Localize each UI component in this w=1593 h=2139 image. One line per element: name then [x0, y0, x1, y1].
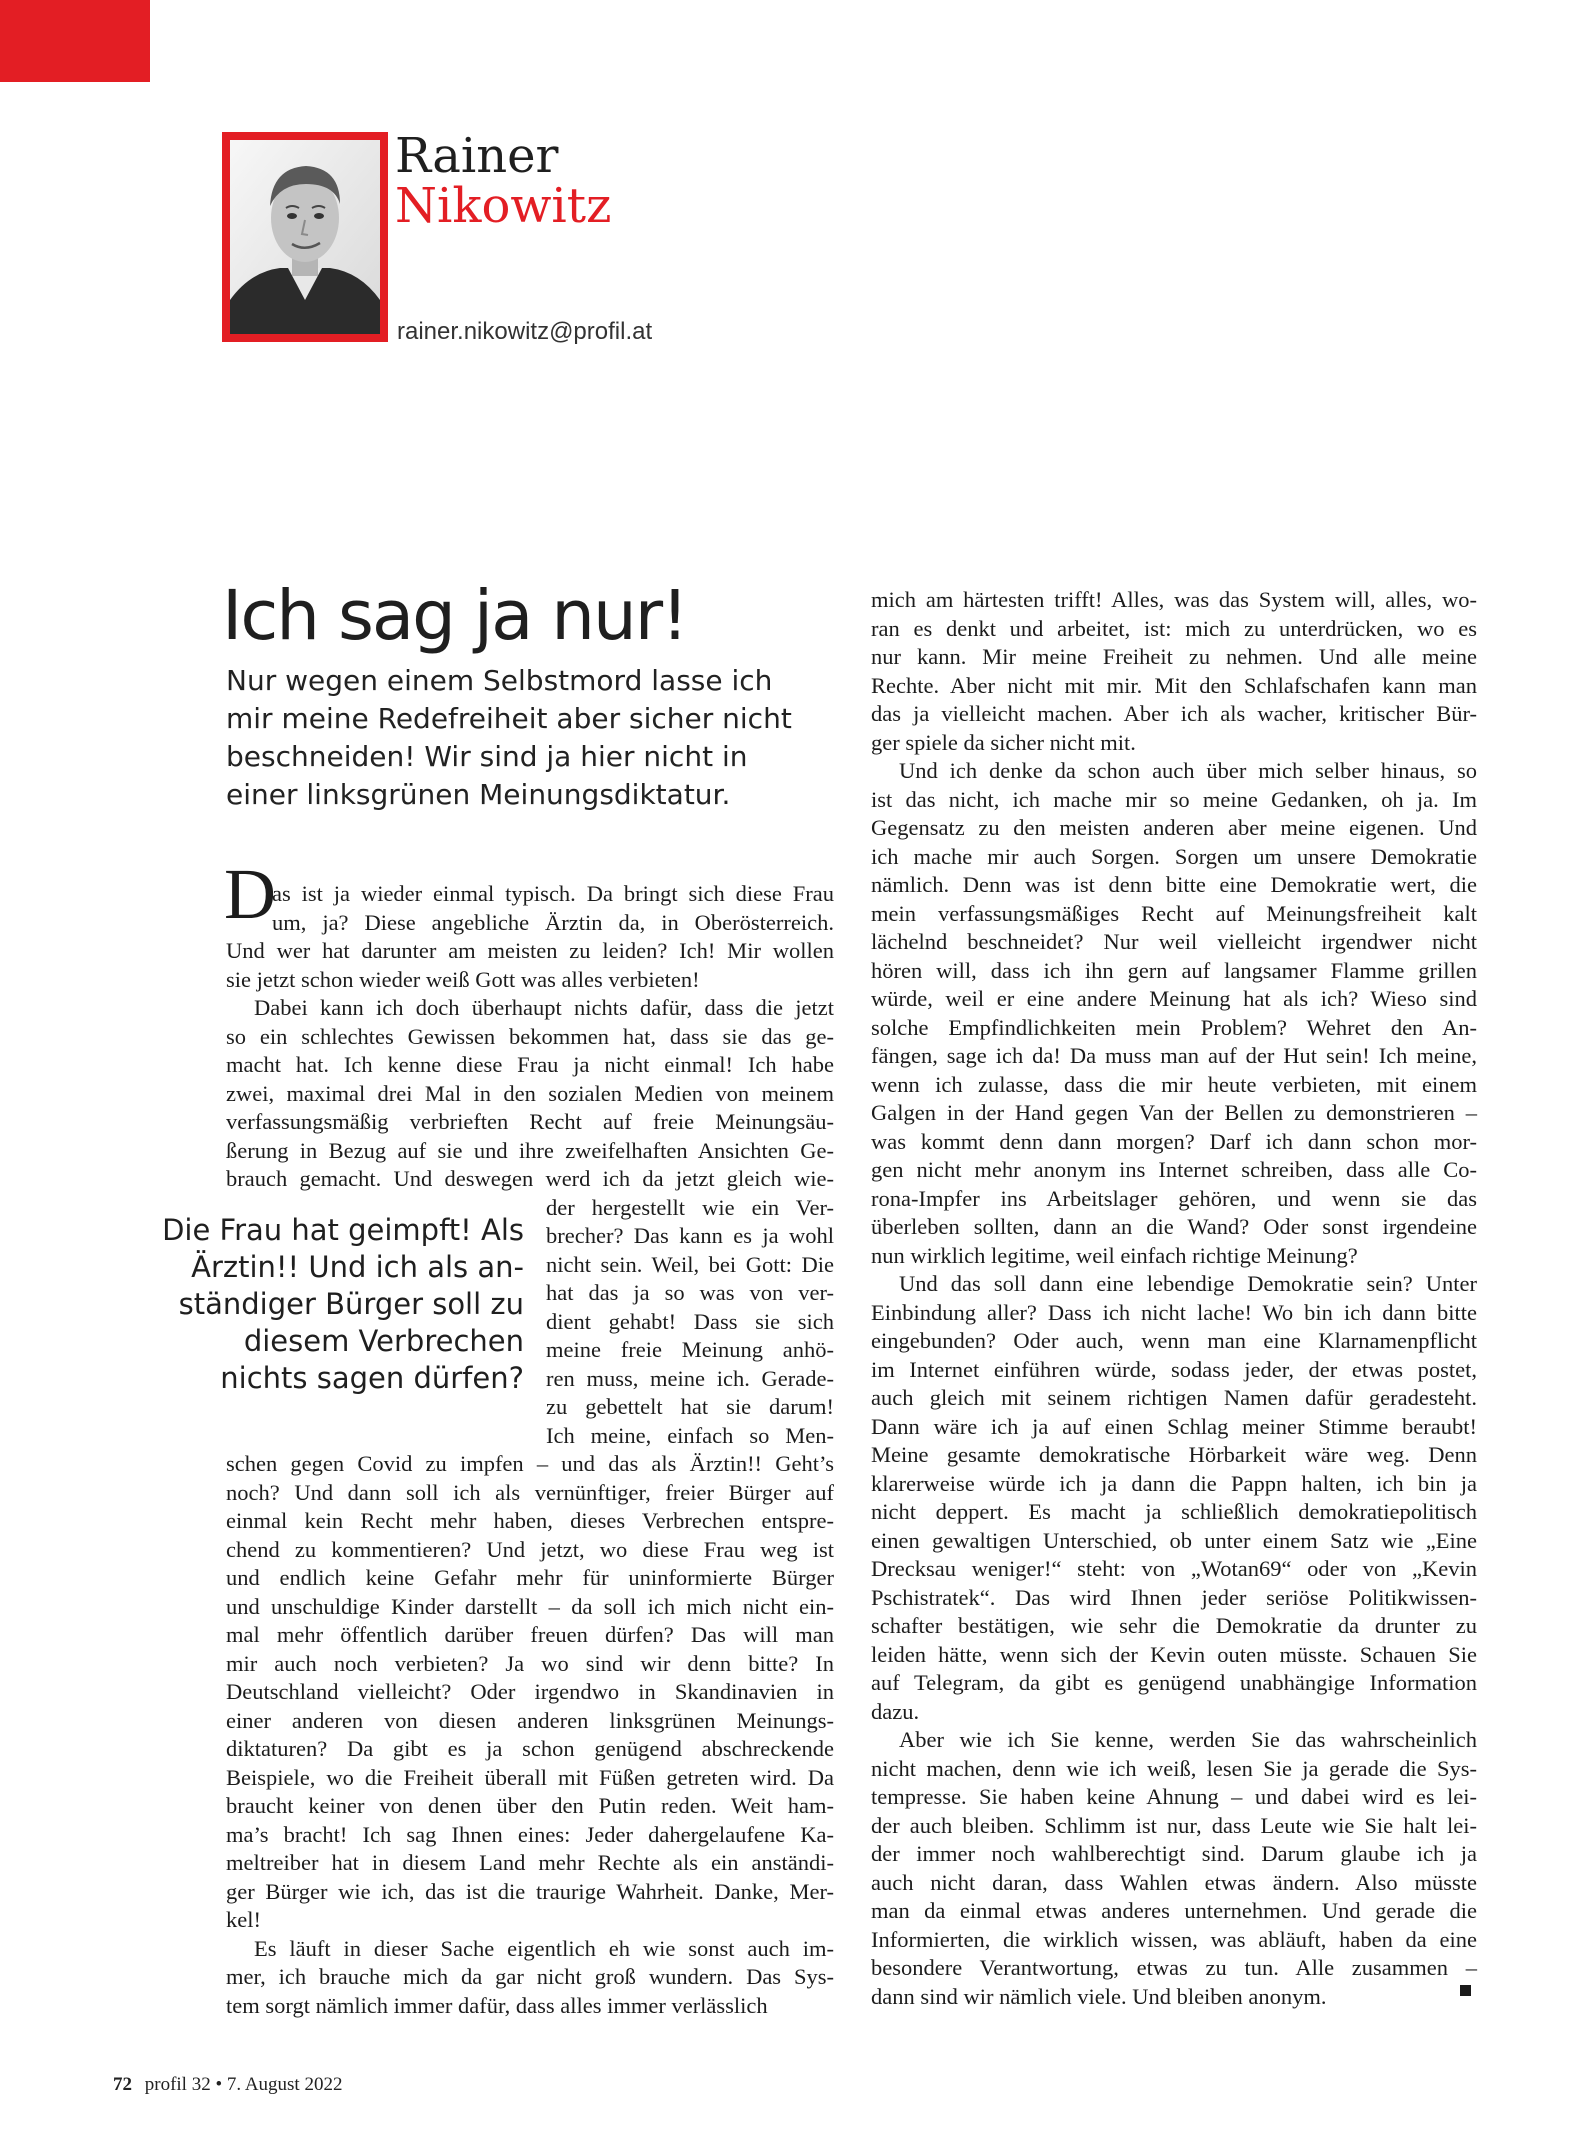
body-line: mich am härtesten trifft! Alles, was das System will, alles, wo- — [871, 587, 1477, 612]
pull-quote-line: Die Frau hat geimpft! Als — [162, 1213, 524, 1247]
body-line: meltreiber hat in diesem Land mehr Rechte als ein anständi- — [226, 1850, 834, 1875]
author-photo-illustration — [230, 140, 380, 334]
body-line: Informierten, die wirklich wissen, was abläuft, haben da eine — [871, 1926, 1477, 1952]
body-line: gen nicht mehr anonym ins Internet schreiben, dass alle Co- — [871, 1157, 1477, 1182]
author-first-name: Rainer — [395, 128, 559, 184]
body-line: und endlich keine Gefahr mehr für uninformierte Bürger — [226, 1565, 834, 1590]
body-line: einer anderen von diesen anderen linksgrünen Meinungs- — [226, 1707, 834, 1733]
body-line: leiden hätte, wenn sich der Kevin outen müsste. Schauen Sie — [871, 1641, 1477, 1667]
body-line: Und das soll dann eine lebendige Demokratie sein? Unter — [899, 1271, 1477, 1296]
body-line: nicht deppert. Es macht ja schließlich demokratiepolitisch — [871, 1499, 1477, 1524]
body-line: macht hat. Ich kenne diese Frau ja nicht einmal! Ich habe — [226, 1052, 834, 1077]
body-line: Einbindung aller? Dass ich nicht lache! Wo bin ich dann bitte — [871, 1299, 1477, 1325]
body-line: brauch gemacht. Und deswegen werd ich da jetzt gleich wie- — [226, 1166, 834, 1191]
body-line: einmal kein Recht mehr haben, dieses Verbrechen entspre- — [226, 1508, 834, 1533]
body-line: noch? Und dann soll ich als vernünftiger, freier Bürger auf — [226, 1479, 834, 1505]
drop-cap: D — [224, 854, 276, 934]
body-line: zwei, maximal drei Mal in den sozialen Medien von meinem — [226, 1080, 834, 1106]
body-line: hat das ja so was von ver- — [546, 1280, 834, 1305]
body-line: würde, weil er eine andere Meinung hat als ich? Wieso sind — [871, 986, 1477, 1011]
body-line: tem sorgt nämlich immer dafür, dass alles immer verlässlich — [226, 1992, 768, 2018]
pull-quote-line: diesem Verbrechen — [243, 1324, 524, 1358]
body-line: schen gegen Covid zu impfen – und das als Ärztin!! Geht’s — [226, 1451, 834, 1476]
body-line: schafter bestätigen, wie sehr die Demokratie da drunter zu — [871, 1613, 1477, 1638]
body-line: nicht machen, denn wie ich weiß, lesen Sie ja gerade die Sys- — [871, 1755, 1477, 1781]
body-line: der hergestellt wie ein Ver- — [546, 1194, 834, 1220]
article-lede — [226, 662, 836, 814]
body-line: ist das nicht, ich mache mir so meine Gedanken, oh ja. Im — [871, 786, 1477, 812]
lede-line: einer linksgrünen Meinungsdiktatur. — [226, 778, 731, 811]
body-line: mal mehr öffentlich darüber freuen dürfen? Das will man — [226, 1622, 834, 1647]
body-line: ma’s bracht! Ich sag Ihnen eines: Jeder dahergelaufene Ka- — [226, 1821, 834, 1847]
body-line: sie jetzt schon wieder weiß Gott was alles verbieten! — [226, 966, 700, 992]
body-line: Und ich denke da schon auch über mich selber hinaus, so — [899, 758, 1477, 783]
body-line: nur kann. Mir meine Freiheit zu nehmen. Und alle meine — [871, 644, 1477, 669]
lede-line: mir meine Redefreiheit aber sicher nicht — [226, 702, 792, 735]
body-line: hören will, dass ich ihn gern auf langsamer Flamme grillen — [871, 957, 1477, 983]
body-line: ger spiele da sicher nicht mit. — [871, 729, 1136, 755]
body-line: Rechte. Aber nicht mit mir. Mit den Schlafschafen kann man — [871, 672, 1477, 698]
body-line: Dann wäre ich ja auf einen Schlag meiner Stimme beraubt! — [871, 1413, 1477, 1439]
body-line: ich mache mir auch Sorgen. Sorgen um unsere Demokratie — [871, 843, 1477, 869]
body-line: nicht sein. Weil, bei Gott: Die — [546, 1251, 834, 1277]
body-line: mein verfassungsmäßiges Recht auf Meinungsfreiheit kalt — [871, 900, 1477, 926]
corner-color-block — [0, 0, 150, 82]
body-line: auf Telegram, da gibt es genügend unabhängige Information — [871, 1670, 1477, 1695]
body-line: besondere Verantwortung, etwas zu tun. Alle zusammen – — [871, 1955, 1477, 1980]
page-number: 72 — [113, 2074, 132, 2095]
body-line: braucht keiner von denen über den Putin reden. Weit ham- — [226, 1793, 834, 1818]
body-line: meine freie Meinung anhö- — [546, 1337, 834, 1362]
body-line: fängen, sage ich da! Da muss man auf der Hut sein! Ich meine, — [871, 1043, 1477, 1068]
article-headline: Ich sag ja nur! — [222, 576, 687, 656]
body-line: dient gehabt! Dass sie sich — [546, 1308, 834, 1334]
pull-quote — [110, 1212, 524, 1397]
body-line: Deutschland vielleicht? Oder irgendwo in Skandinavien in — [226, 1679, 834, 1704]
body-line: dazu. — [871, 1698, 920, 1724]
body-line: solche Empfindlichkeiten mein Problem? Wehret den An- — [871, 1014, 1477, 1040]
pull-quote-line: Ärztin!! Und ich als an- — [191, 1250, 524, 1284]
pull-quote-line: ständiger Bürger soll zu — [178, 1287, 524, 1321]
body-line: Drecksau weniger!“ steht: von „Wotan69“ oder von „Kevin — [871, 1556, 1477, 1581]
body-line: mer, ich brauche mich da gar nicht groß wundern. Das Sys- — [226, 1964, 834, 1989]
body-line: dann sind wir nämlich viele. Und bleiben anonym. — [871, 1983, 1327, 2009]
body-line: überleben sollten, dann an die Wand? Oder sonst irgendeine — [871, 1214, 1477, 1239]
pull-quote-line: nichts sagen dürfen? — [220, 1361, 524, 1395]
body-line: verfassungsmäßig verbrieften Recht auf freie Meinungsäu- — [226, 1109, 834, 1134]
body-line: chend zu kommentieren? Und jetzt, wo diese Frau weg ist — [226, 1536, 834, 1562]
body-line: Aber wie ich Sie kenne, werden Sie das wahrscheinlich — [899, 1727, 1477, 1752]
body-line: ran es denkt und arbeitet, ist: mich zu unterdrücken, wo es — [871, 615, 1477, 641]
author-email[interactable]: rainer.nikowitz@profil.at — [397, 318, 653, 345]
body-line: auch nicht daran, dass Wahlen etwas ändern. Also müsste — [871, 1869, 1477, 1895]
page-footer — [113, 2074, 342, 2096]
body-line: nun wirklich legitime, weil einfach richtige Meinung? — [871, 1242, 1358, 1268]
body-line: eingebunden? Oder auch, wenn man eine Klarnamenpflicht — [871, 1328, 1477, 1353]
body-line: Beispiele, wo die Freiheit überall mit Füßen getreten wird. Da — [226, 1764, 834, 1790]
body-line: der auch bleiben. Schlimm ist nur, dass Leute wie Sie halt lei- — [871, 1812, 1477, 1838]
body-line: Und wer hat darunter am meisten zu leiden? Ich! Mir wollen — [226, 938, 834, 963]
body-line: brecher? Das kann es ja wohl — [546, 1223, 834, 1248]
body-line: kel! — [226, 1907, 261, 1932]
body-line: tempresse. Sie haben keine Ahnung – und dabei wird es lei- — [871, 1784, 1477, 1809]
lede-line: beschneiden! Wir sind ja hier nicht in — [226, 740, 748, 773]
body-line: nämlich. Denn was ist denn bitte eine Demokratie wert, die — [871, 872, 1477, 897]
body-line: Ich meine, einfach so Men- — [546, 1422, 834, 1448]
body-line: so ein schlechtes Gewissen bekommen hat, dass sie das ge- — [226, 1023, 834, 1049]
body-line: einen gewaltigen Unterschied, ob unter einem Satz wie „Eine — [871, 1527, 1477, 1553]
body-line: mir auch noch verbieten? Ja wo sind wir denn bitte? In — [226, 1650, 834, 1676]
body-line: Dabei kann ich doch überhaupt nichts dafür, dass die jetzt — [254, 995, 834, 1020]
body-line: zu gebettelt hat sie darum! — [546, 1394, 834, 1419]
author-portrait — [222, 132, 388, 342]
body-line: diktaturen? Da gibt es ja schon genügend abschreckende — [226, 1736, 834, 1761]
body-line: rona-Impfer ins Arbeitslager gehören, und wenn sie das — [871, 1185, 1477, 1211]
body-line: Es läuft in dieser Sache eigentlich eh wie sonst auch im- — [254, 1935, 834, 1961]
body-line: Meine gesamte demokratische Hörbarkeit wäre weg. Denn — [871, 1442, 1477, 1467]
body-line: das ja vielleicht machen. Aber ich als wacher, kritischer Bür- — [871, 701, 1477, 726]
body-line: und unschuldige Kinder darstellt – da soll ich mich nicht ein- — [226, 1593, 834, 1619]
body-line: was kommt denn dann morgen? Darf ich dann schon mor- — [871, 1128, 1477, 1154]
author-last-name: Nikowitz — [395, 178, 612, 234]
body-line: der immer noch wahlberechtigt sind. Darum glaube ich ja — [871, 1841, 1477, 1866]
body-line: klarerweise würde ich ja dann die Pappn halten, ich bin ja — [871, 1470, 1477, 1496]
body-line: Pschistratek“. Das wird Ihnen jeder seriöse Politikwissen- — [871, 1584, 1477, 1610]
end-of-article-mark — [1460, 1985, 1471, 1996]
body-line: auch gleich mit seinem richtigen Namen dafür geradesteht. — [871, 1385, 1477, 1410]
body-line: ßerung in Bezug auf sie und ihre zweifelhaften Ansichten Ge- — [226, 1137, 834, 1163]
body-line: wenn ich zulasse, dass die mir heute verbieten, mit einem — [871, 1071, 1477, 1097]
body-line: lächelnd beschneidet? Nur weil vielleicht irgendwer nicht — [871, 929, 1477, 954]
body-line: Gegensatz zu den meisten anderen aber meine eigenen. Und — [871, 815, 1477, 840]
body-line: ger Bürger wie ich, das ist die traurige Wahrheit. Danke, Mer- — [226, 1878, 834, 1904]
issue-info: profil 32 • 7. August 2022 — [144, 2074, 343, 2095]
body-line: as ist ja wieder einmal typisch. Da bringt sich diese Frau — [272, 881, 834, 906]
body-line: im Internet einführen würde, sodass jeder, der etwas postet, — [871, 1356, 1477, 1382]
body-line: Galgen in der Hand gegen Van der Bellen zu demonstrieren – — [871, 1100, 1477, 1125]
body-line: man da einmal etwas anderes unternehmen. Und gerade die — [871, 1898, 1477, 1923]
body-line: um, ja? Diese angebliche Ärztin da, in Oberösterreich. — [272, 909, 834, 935]
lede-line: Nur wegen einem Selbstmord lasse ich — [226, 664, 773, 697]
body-line: ren muss, meine ich. Gerade- — [546, 1365, 834, 1391]
